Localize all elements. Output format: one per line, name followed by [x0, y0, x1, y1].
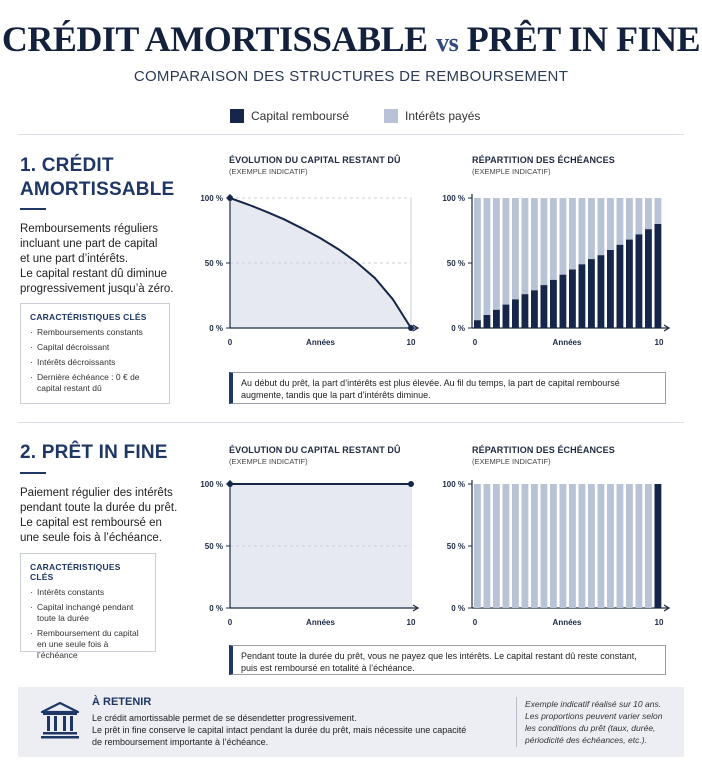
section1-desc-line: et une part d’intérêts. [20, 253, 129, 265]
bar-capital [645, 229, 652, 328]
section1-box-item: · Intérêts décroissants [30, 357, 160, 368]
bar-interets [617, 198, 624, 245]
bar-capital [579, 264, 586, 328]
section2-note [229, 645, 666, 675]
section2-rule [20, 472, 46, 474]
bar-capital [512, 299, 519, 328]
bar-capital [588, 259, 595, 328]
infine-capital-chart [190, 468, 440, 636]
title-right: PRÊT IN FINE [466, 19, 701, 59]
header-divider [18, 134, 684, 135]
bar-interets [474, 484, 481, 608]
amort-capital-chart [190, 180, 440, 355]
bar-interets [474, 198, 481, 320]
section1-description [20, 222, 200, 297]
bar-interets [550, 484, 557, 608]
legend-interets-label: Intérêts payés [405, 109, 481, 123]
retenir-line: de remboursement importante à l’échéance. [92, 737, 269, 747]
section2-desc-line: une seule fois à l’échéance. [20, 532, 162, 544]
section2-box-title: CARACTÉRISTIQUES CLÉS [30, 562, 121, 582]
bank-icon [40, 701, 80, 739]
x-tick-label: 0 [472, 338, 478, 347]
y-tick-label: 0 % [209, 604, 223, 613]
y-tick-label: 0 % [209, 324, 223, 333]
side-note-line: les conditions du prêt (taux, durée, [525, 723, 656, 733]
section1-box-item: · Capital décroissant [30, 342, 160, 353]
chart2-title: RÉPARTITION DES ÉCHÉANCES [472, 155, 615, 165]
y-tick-label: 100 % [442, 480, 465, 489]
section1-title-line1: 1. CRÉDIT [20, 155, 114, 176]
y-tick-label: 0 % [451, 324, 465, 333]
bar-capital [626, 240, 633, 328]
x-axis-label: Années [306, 338, 335, 347]
bar-capital [598, 255, 605, 328]
x-axis-label: Années [552, 618, 582, 627]
bar-interets [636, 484, 643, 608]
section2-note-line: Pendant toute la durée du prêt, vous ne payez que les intérêts. Le capital restant dû reste constant, [241, 651, 637, 661]
x-tick-label: 10 [406, 338, 416, 347]
side-note-line: Exemple indicatif réalisé sur 10 ans. [525, 699, 662, 709]
section2-box-item: · Capital inchangé pendant toute la durée [30, 602, 146, 624]
bar-interets [484, 484, 491, 608]
bar-interets [560, 484, 567, 608]
bar-interets [579, 484, 586, 608]
y-tick-label: 50 % [204, 259, 223, 268]
bar-capital [617, 245, 624, 328]
bar-capital [531, 290, 538, 328]
bar-interets [588, 198, 595, 259]
bar-interets [626, 198, 633, 240]
bar-capital [569, 270, 576, 329]
y-tick-label: 0 % [451, 604, 465, 613]
section-divider [18, 422, 684, 423]
chart1-subtitle: (EXEMPLE INDICATIF) [229, 167, 308, 176]
section2-key-box [20, 553, 156, 660]
x-tick-label: 0 [472, 618, 478, 627]
x-axis-label: Années [552, 338, 582, 347]
bar-interets [531, 484, 538, 608]
section2-desc-line: Paiement régulier des intérêts [20, 487, 173, 499]
section1-key-box [20, 303, 170, 404]
retenir-text [92, 712, 512, 748]
section2-desc-line: Le capital est remboursé en [20, 517, 162, 529]
x-tick-label: 10 [406, 618, 416, 627]
bar-interets [541, 198, 548, 285]
bar-capital [474, 320, 481, 328]
section1-box-item: · Remboursements constants [30, 327, 160, 338]
x-axis-label: Années [306, 618, 335, 627]
x-tick-label: 0 [227, 338, 233, 347]
retenir-line: Le prêt in fine conserve le capital intact pendant la durée du prêt, mais nécessite une capacité [92, 725, 467, 735]
bar-capital [493, 310, 500, 328]
bar-interets [493, 484, 500, 608]
bar-capital [607, 250, 614, 328]
y-tick-label: 100 % [442, 194, 465, 203]
section1-desc-line: progressivement jusqu’à zéro. [20, 283, 174, 295]
section1-note [229, 372, 666, 404]
bar-capital [484, 315, 491, 328]
bar-capital [560, 275, 567, 328]
section2-title: 2. PRÊT IN FINE [20, 442, 168, 463]
section1-desc-line: incluant une part de capital [20, 238, 158, 250]
start-point [227, 195, 233, 201]
amort-echeances-chart [432, 180, 687, 355]
chart3-title: ÉVOLUTION DU CAPITAL RESTANT DÛ [229, 445, 401, 455]
section1-note-line: augmente, tandis que la part d’intérêts diminue. [241, 390, 431, 400]
chart4-subtitle: (EXEMPLE INDICATIF) [472, 457, 551, 466]
bar-interets [617, 484, 624, 608]
end-point [408, 481, 414, 487]
bar-interets [503, 484, 510, 608]
bar-interets [512, 484, 519, 608]
chart4-title: RÉPARTITION DES ÉCHÉANCES [472, 445, 615, 455]
bar-interets [645, 198, 652, 229]
start-point [227, 481, 233, 487]
bar-interets [598, 484, 605, 608]
side-note-line: périodicité des échéances, etc.). [525, 735, 647, 745]
legend-capital-label: Capital remboursé [251, 109, 350, 123]
section2-note-line: puis est remboursé en totalité à l’échéance. [241, 663, 415, 673]
y-tick-label: 50 % [446, 542, 465, 551]
y-tick-label: 50 % [204, 542, 223, 551]
bar-interets [512, 198, 519, 299]
section2-box-item: · Remboursement du capital en une seule fois à l’échéance [30, 628, 146, 661]
section2-description [20, 486, 200, 546]
bar-interets [655, 198, 662, 224]
section1-rule [20, 208, 46, 210]
section2-desc-line: pendant toute la durée du prêt. [20, 502, 178, 514]
bar-interets [522, 198, 529, 294]
y-tick-label: 100 % [200, 480, 223, 489]
retenir-title: À RETENIR [92, 696, 152, 708]
bar-interets [522, 484, 529, 608]
retenir-side-note [525, 698, 680, 746]
section1-title-line2: AMORTISSABLE [20, 179, 175, 200]
bar-interets [493, 198, 500, 310]
bar-capital [636, 234, 643, 328]
bar-interets [588, 484, 595, 608]
bar-interets [560, 198, 567, 275]
y-tick-label: 50 % [446, 259, 465, 268]
y-tick-label: 100 % [200, 194, 223, 203]
side-note-line: Les proportions peuvent varier selon [525, 711, 663, 721]
x-tick-label: 10 [654, 338, 664, 347]
chart2-subtitle: (EXEMPLE INDICATIF) [472, 167, 551, 176]
bar-interets [484, 198, 491, 315]
bar-capital [655, 484, 662, 608]
bar-interets [569, 198, 576, 270]
bar-interets [626, 484, 633, 608]
bar-interets [636, 198, 643, 234]
retenir-line: Le crédit amortissable permet de se désendetter progressivement. [92, 713, 357, 723]
section1-box-title: CARACTÉRISTIQUES CLÉS [30, 312, 147, 322]
bar-interets [607, 484, 614, 608]
bar-interets [541, 484, 548, 608]
section1-note-line: Au début du prêt, la part d’intérêts est plus élevée. Au fil du temps, la part de capital remboursé [241, 378, 620, 388]
bar-capital [503, 305, 510, 328]
bar-interets [645, 484, 652, 608]
title-vs: vs [436, 28, 459, 57]
legend-interets-swatch [384, 109, 398, 123]
bar-interets [569, 484, 576, 608]
section1-title [20, 154, 174, 202]
subtitle: COMPARAISON DES STRUCTURES DE REMBOURSEMENT [133, 68, 569, 85]
infine-echeances-chart [432, 468, 687, 636]
legend-capital-swatch [230, 109, 244, 123]
section1-desc-line: Remboursements réguliers [20, 223, 159, 235]
bar-capital [550, 280, 557, 328]
section1-desc-line: Le capital restant dû diminue [20, 268, 168, 280]
section1-box-item: · Dernière échéance : 0 € de capital restant dû [30, 372, 160, 394]
bar-capital [655, 224, 662, 328]
bar-interets [550, 198, 557, 280]
end-point [408, 325, 414, 331]
bar-interets [598, 198, 605, 255]
chart1-title: ÉVOLUTION DU CAPITAL RESTANT DÛ [229, 155, 401, 165]
bar-interets [503, 198, 510, 305]
section2-box-item: · Intérêts constants [30, 587, 146, 598]
bar-capital [541, 285, 548, 328]
bar-interets [579, 198, 586, 264]
x-tick-label: 0 [227, 618, 233, 627]
bar-capital [522, 294, 529, 328]
chart3-subtitle: (EXEMPLE INDICATIF) [229, 457, 308, 466]
main-title [0, 18, 702, 60]
bar-interets [607, 198, 614, 250]
x-tick-label: 10 [654, 618, 664, 627]
title-left: CRÉDIT AMORTISSABLE [1, 19, 428, 59]
retenir-separator [516, 697, 517, 747]
bar-interets [531, 198, 538, 290]
